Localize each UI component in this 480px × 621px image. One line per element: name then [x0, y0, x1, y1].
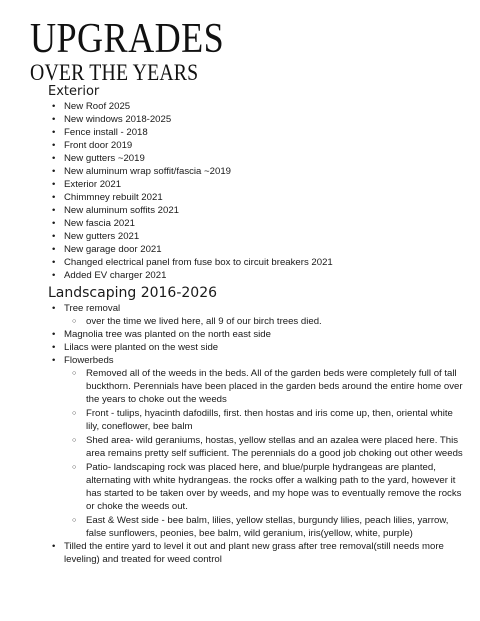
list-item: • Magnolia tree was planted on the north east side: [48, 328, 468, 341]
sub-list-item: ○ Patio- landscaping rock was placed here, and blue/purple hydrangeas are planted, alternating with white hydrangeas. the rocks offer a walking path to the yard, however it has started to be taken over by weeds, and my hope was to eventually remove the rocks or choke the weeds out.: [68, 461, 468, 513]
title-line-1: UPGRADES: [30, 16, 225, 62]
list-item: • New fascia 2021: [48, 217, 468, 230]
list-item: • Fence install - 2018: [48, 126, 468, 139]
list-item: • Lilacs were planted on the west side: [48, 341, 468, 354]
list-item: • New Roof 2025: [48, 100, 468, 113]
list-item: • New garage door 2021: [48, 243, 468, 256]
list-item: • Front door 2019: [48, 139, 468, 152]
sub-list-item: ○ Removed all of the weeds in the beds. All of the garden beds were completely full of tall buckthorn. Perennials have been placed in the garden beds around the entire home over the years to choke out the weeds: [68, 367, 468, 406]
list-item: • Exterior 2021: [48, 178, 468, 191]
landscaping-heading: Landscaping 2016-2026: [48, 285, 218, 301]
tree-removal-label: Tree removal: [64, 303, 121, 314]
list-item: • New aluminum wrap soffit/fascia ~2019: [48, 165, 468, 178]
list-item: • Chimmney rebuilt 2021: [48, 191, 468, 204]
landscaping-list: [48, 302, 468, 566]
tree-removal-sublist: [68, 315, 468, 328]
list-item: • Added EV charger 2021: [48, 269, 468, 282]
list-item-tree-removal: [48, 302, 468, 328]
list-item: • New gutters ~2019: [48, 152, 468, 165]
list-item: • Changed electrical panel from fuse box to circuit breakers 2021: [48, 256, 468, 269]
title-line-2: OVER THE YEARS: [30, 60, 199, 85]
exterior-list: [48, 100, 468, 282]
sub-list-item: ○ Front - tulips, hyacinth dafodills, first. then hostas and iris come up, then, oriental white lily, coneflower, bee balm: [68, 407, 468, 433]
list-item: • New aluminum soffits 2021: [48, 204, 468, 217]
exterior-heading: Exterior: [48, 84, 100, 99]
list-item-flowerbeds: [48, 354, 468, 540]
page-title: [30, 18, 224, 84]
flowerbeds-sublist: [68, 367, 468, 540]
sub-list-item: ○ over the time we lived here, all 9 of our birch trees died.: [68, 315, 468, 328]
list-item: • New windows 2018-2025: [48, 113, 468, 126]
list-item: • New gutters 2021: [48, 230, 468, 243]
document-body: [48, 84, 468, 566]
sub-list-item: ○ East & West side - bee balm, lilies, yellow stellas, burgundy lilies, peach lilies, yarrow, false sunflowers, peonies, bee balm, wild geranium, iris(yellow, white, purple): [68, 514, 468, 540]
sub-list-item: ○ Shed area- wild geraniums, hostas, yellow stellas and an azalea were placed here. This area remains pretty self sufficient. The perennials do a good job choking out other weeds: [68, 434, 468, 460]
flowerbeds-label: Flowerbeds: [64, 355, 114, 366]
list-item: • Tilled the entire yard to level it out and plant new grass after tree removal(still needs more leveling) and treated for weed control: [48, 540, 468, 566]
